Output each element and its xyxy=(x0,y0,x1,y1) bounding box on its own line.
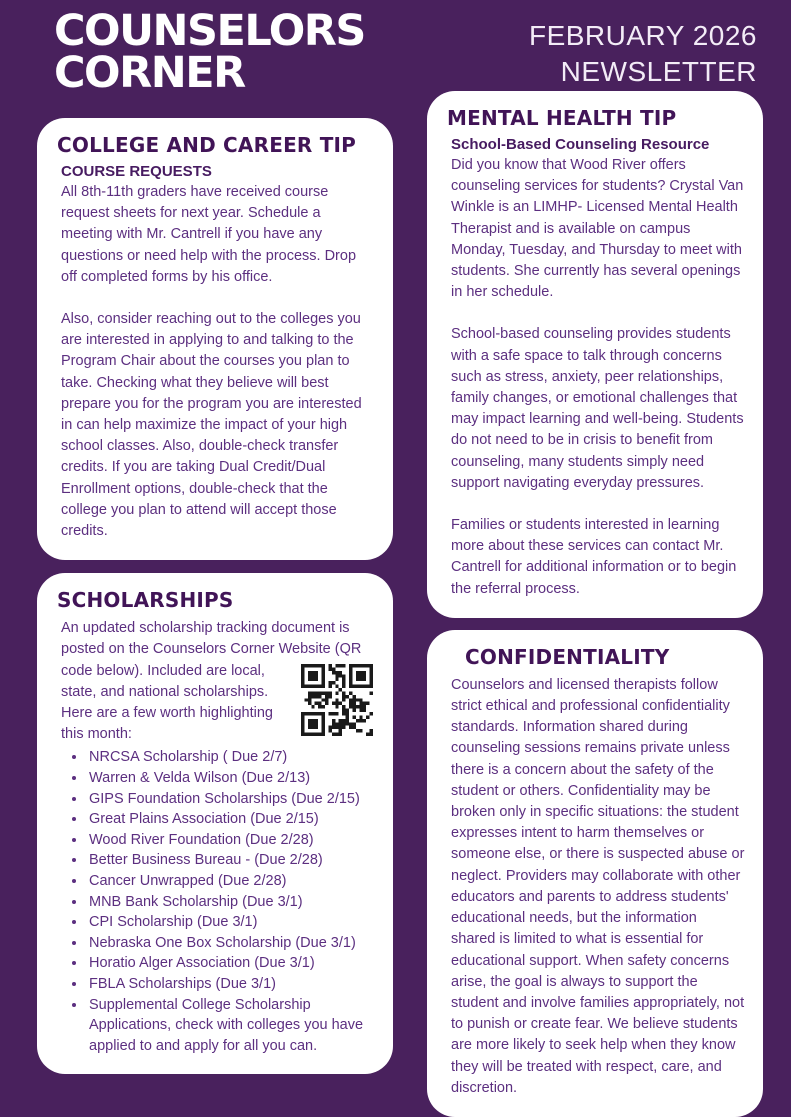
list-item: • Wood River Foundation (Due 2/28) xyxy=(87,830,375,851)
scholarship-list xyxy=(61,747,375,1056)
scholarships-title: SCHOLARSHIPS xyxy=(57,588,234,613)
list-item: • Horatio Alger Association (Due 3/1) xyxy=(87,953,375,974)
list-item: • CPI Scholarship (Due 3/1) xyxy=(87,912,375,933)
mental-paragraph: School-based counseling provides students with a safe space to talk through concerns such as stress, anxiety, peer relationships, family changes, or emotional challenges that may impact learning and well-being. Students do not need to be in crisis to benefit from counseling, many students simply need support navigating everyday pressures. xyxy=(451,326,744,491)
mental-health-tip-title: MENTAL HEALTH TIP xyxy=(447,106,677,130)
college-career-tip-card xyxy=(37,118,393,560)
list-item: • Great Plains Association (Due 2/15) xyxy=(87,809,375,830)
right-column xyxy=(427,91,763,1117)
newsletter-title-line2: CORNER xyxy=(54,48,245,99)
confidentiality-card xyxy=(427,630,763,1117)
college-career-tip-title: COLLEGE AND CAREER TIP xyxy=(57,133,357,157)
list-item: • Supplemental College Scholarship Applications, check with colleges you have applied to and apply for all you can. xyxy=(87,995,375,1057)
list-item: • MNB Bank Scholarship (Due 3/1) xyxy=(87,892,375,913)
list-item: • NRCSA Scholarship ( Due 2/7) xyxy=(87,747,375,768)
newsletter-date-line2: NEWSLETTER xyxy=(560,56,757,88)
course-requests-subheading: COURSE REQUESTS xyxy=(61,163,212,180)
list-item: • Nebraska One Box Scholarship (Due 3/1) xyxy=(87,933,375,954)
confidentiality-title: CONFIDENTIALITY xyxy=(465,644,670,669)
counseling-resource-subheading: School-Based Counseling Resource xyxy=(451,136,710,153)
newsletter-title xyxy=(54,6,365,99)
confidentiality-paragraph: Counselors and licensed therapists follow strict ethical and professional confidentiality standards. Information shared during counseling sessions remains private unless there is a concern about the safety of the student or others. Confidentiality may be broken only in specific situations: the student expresses intent to harm themselves or someone else, or there is suspected abuse or neglect. Providers may collaborate with other educators and parents to address students' educational needs, but the information shared is limited to what is essential for educational support. When safety concerns arise, the goal is always to support the student and involve families appropriately, not to punish or create fear. We believe students are more likely to seek help when they know they will be treated with respect, care, and discretion. xyxy=(451,676,745,1096)
list-item: • GIPS Foundation Scholarships (Due 2/15) xyxy=(87,789,375,810)
qr-code-icon xyxy=(301,664,373,736)
mental-paragraph: Families or students interested in learning more about these services can contact Mr. Cantrell for additional information or to begin the referral process. xyxy=(451,517,737,597)
scholarships-intro: An updated scholarship tracking document is posted on the Counselors Corner Website (QR code below). Included are local, state, and national scholarships. Here are a few worth highlighting this month: xyxy=(61,620,362,743)
mental-health-tip-card xyxy=(427,91,763,618)
newsletter-date xyxy=(529,18,757,91)
left-column xyxy=(37,118,393,1074)
list-item: • Better Business Bureau - (Due 2/28) xyxy=(87,850,375,871)
list-item: • Cancer Unwrapped (Due 2/28) xyxy=(87,871,375,892)
college-paragraph: All 8th-11th graders have received course request sheets for next year. Schedule a meeting with Mr. Cantrell if you have any questions or need help with the process. Drop off completed forms by his office. xyxy=(61,184,357,285)
mental-paragraph: Did you know that Wood River offers counseling services for students? Crystal Van Winkle is an LIMHP- Licensed Mental Health Therapist and is available on campus Monday, Tuesday, and Thursday to meet with students. She currently has several openings in her schedule. xyxy=(451,157,744,301)
scholarships-card xyxy=(37,573,393,1074)
college-paragraph: Also, consider reaching out to the colleges you are interested in applying to and talking to the Program Chair about the courses you plan to take. Checking what they believe will best prepare you for the program you are interested in can help maximize the impact of your high school classes. Also, double-check transfer credits. If you are taking Dual Credit/Dual Enrollment options, double-check that the college you plan to attend will accept those credits. xyxy=(61,311,362,540)
list-item: • FBLA Scholarships (Due 3/1) xyxy=(87,974,375,995)
newsletter-date-line1: FEBRUARY 2026 xyxy=(528,20,757,51)
newsletter-title-line1: COUNSELORS xyxy=(54,6,365,56)
list-item: • Warren & Velda Wilson (Due 2/13) xyxy=(87,768,375,789)
